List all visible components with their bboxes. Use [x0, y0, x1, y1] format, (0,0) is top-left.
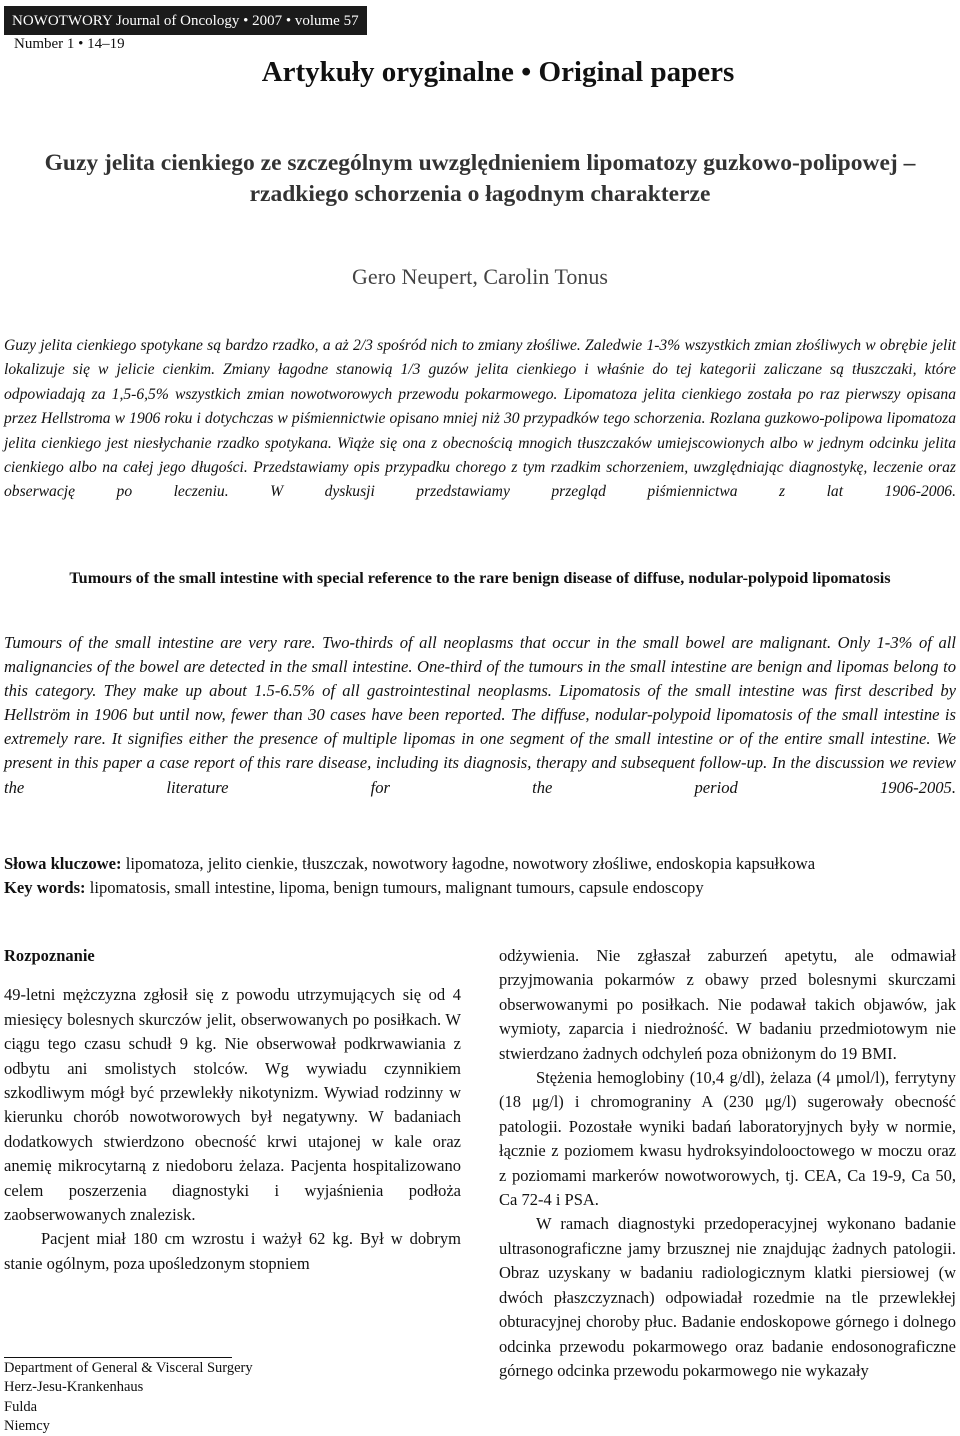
affiliation-hospital: Herz-Jesu-Krankenhaus — [4, 1379, 144, 1396]
abstract-en: Tumours of the small intestine are very rare. Two-thirds of all neoplasms that occur in the small bowel are malignant. Only 1-3% of all malignancies of the bowel are detected in the small intestine. One-third of the tumours in the small intestine are benign and lipomas belong to this category. They make up about 1.5-6.5% of all gastrointestinal neoplasms. Lipomatosis of the small intestine was first described by Hellström in 1906 but until now, fewer than 30 cases have been reported. The diffuse, nodular-polypoid lipomatosis of the small intestine is extremely rare. It signifies either the presence of multiple lipomas in one segment of the small intestine or of the entire small intestine. We present in this paper a case report of this rare disease, including its diagnosis, therapy and subsequent follow-up. In the discussion we review the literature for the period 1906-2005. — [4, 633, 956, 797]
keywords-en-label: Key words: — [4, 878, 86, 897]
keywords-en-line — [4, 876, 956, 900]
article-title-pl: Guzy jelita cienkiego ze szczególnym uwzględnieniem lipomatozy guzkowo-polipowej – rzadkiego schorzenia o łagodnym charakterze — [44, 150, 916, 207]
article-authors: Gero Neupert, Carolin Tonus — [352, 264, 608, 289]
affiliation-country: Niemcy — [4, 1417, 50, 1434]
affiliation-footnote — [4, 1359, 253, 1436]
right-paragraph-2: Stężenia hemoglobiny (10,4 g/dl), żelaza (4 μmol/l), ferrytyny (18 μg/l) i chromograniny A (230 μg/l) sugerowały obecność patologii. Pozostałe wyniki badań laboratoryjnych były w normie, łącznie z poziomem kwasu hydroksyindolooctowego w moczu oraz z poziomami markerów nowotworowych, tj. CEA, Ca 19-9, Ca 50, Ca 72-4 i PSA. — [499, 1068, 956, 1210]
keywords-en: lipomatosis, small intestine, lipoma, benign tumours, malignant tumours, capsule endoscopy — [89, 878, 704, 897]
journal-banner: NOWOTWORY Journal of Oncology • 2007 • volume 57 — [4, 6, 367, 35]
left-paragraph-2: Pacjent miał 180 cm wzrostu i ważył 62 kg. Był w dobrym stanie ogólnym, poza upośledzonym stopniem — [4, 1229, 461, 1273]
right-paragraph-1: odżywienia. Nie zgłaszał zaburzeń apetytu, ale odmawiał przyjmowania pokarmów z obawy przed bolesnymi skurczami obserwowanymi po posiłkach. Nie podawał takich objawów, jak wymioty, zaparcia i niedrożność. W badaniu przedmiotowym nie stwierdzano żadnych odchyleń poza obniżonym do 19 BMI. — [499, 946, 956, 1063]
body-column-right — [499, 944, 956, 1383]
keywords-pl-line — [4, 852, 956, 876]
affiliation-department: Department of General & Visceral Surgery — [4, 1360, 253, 1376]
abstract-pl: Guzy jelita cienkiego spotykane są bardzo rzadko, a aż 2/3 spośród nich to zmiany złośliwe. Zaledwie 1-3% wszystkich zmian złośliwych w obrębie jelit lokalizuje się w jelicie cienkim. Zmiany łagodne stanowią 1/3 guzów jelita cienkiego i właśnie do tej kategorii zaliczane są tłuszczaki, które odpowiadają za 1,5-6,5% wszystkich zmian nowotworowych przewodu pokarmowego. Lipomatoza jelita cienkiego została po raz pierwszy opisana przez Hellstroma w 1906 roku i dotychczas w piśmiennictwie opisano mniej niż 30 przypadków tego schorzenia. Rozlana guzkowo-polipowa lipomatoza jelita cienkiego jest niesłychanie rzadko spotykana. Wiąże się ona z obecnością mnogich tłuszczaków umiejscowionych albo w jednym odcinku jelita cienkiego albo na całej jego długości. Przedstawiamy opis przypadku chorego z tym rzadkim schorzeniem, uwzględniając diagnostykę, leczenie oraz obserwację po leczeniu. W dyskusji przedstawiamy przegląd piśmiennictwa z lat 1906-2006. — [4, 337, 956, 501]
section-heading-diagnosis: Rozpoznanie — [4, 946, 95, 965]
affiliation-city: Fulda — [4, 1398, 38, 1415]
keywords-pl: lipomatoza, jelito cienkie, tłuszczak, nowotwory łagodne, nowotwory złośliwe, endoskopia kapsułkowa — [125, 854, 816, 873]
right-paragraph-3: W ramach diagnostyki przedoperacyjnej wykonano badanie ultrasonograficzne jamy brzusznej nie znajdując żadnych patologii. Obraz uzyskany w badaniu radiologicznym klatki piersiowej (w dwóch płaszczyznach) odpowiadał rozedmie na tle przewlekłej obturacyjnej choroby płuc. Badanie endoskopowe górnego i dolnego odcinka przewodu pokarmowego oraz badanie endosonograficzne górnego odcinka przewodu pokarmowego nie wykazały — [499, 1214, 956, 1380]
footnote-divider — [4, 1357, 232, 1358]
keywords-pl-label: Słowa kluczowe: — [4, 854, 122, 873]
keywords-block — [4, 852, 956, 900]
issue-info: Number 1 • 14–19 — [14, 36, 125, 52]
left-paragraph-1: 49-letni mężczyzna zgłosił się z powodu utrzymujących się od 4 miesięcy bolesnych skurczów jelit, obserwowanych po posiłkach. W ciągu tego czasu schudł 9 kg. Nie obserwował podkrwawiania z odbytu ani smolistych stolców. Wg wywiadu czynnikiem szkodliwym mógł być przewlekły nikotynizm. Wywiad rodzinny w kierunku chorób nowotworowych był negatywny. W badaniach dodatkowych stwierdzono obecność krwi utajonej w kale oraz anemię mikrocytarną z niedoboru żelaza. Pacjenta hospitalizowano celem poszerzenia diagnostyki i wyjaśnienia podłoża zaobserwowanych znalezisk. — [4, 985, 461, 1225]
body-column-left — [4, 944, 461, 1276]
section-title: Artykuły oryginalne • Original papers — [261, 56, 735, 88]
article-title-en: Tumours of the small intestine with special reference to the rare benign disease of diffuse, nodular-polypoid lipomatosis — [69, 569, 891, 587]
